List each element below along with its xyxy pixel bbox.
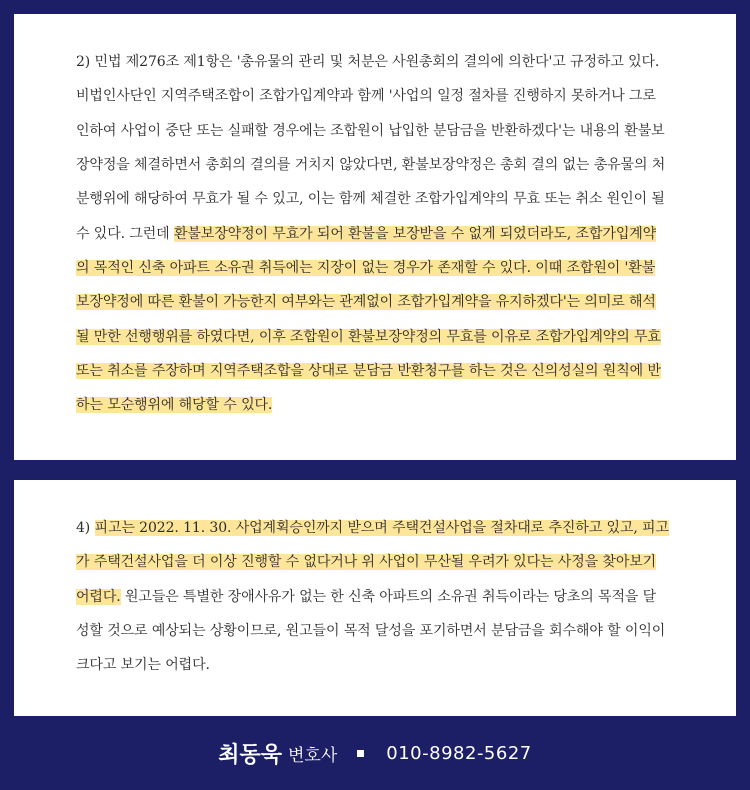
highlighted-text: 될 만한 선행행위를 하였다면, 이후 조합원이 환불보장약정의 무효를 이유로 조합가입계약의 무효 (76, 328, 661, 345)
document-card-paragraph-2 (14, 14, 736, 460)
text-segment: 인하여 사업이 중단 또는 실패할 경우에는 조합원이 납입한 분담금을 반환하겠다'는 내용의 환불보 (76, 122, 665, 139)
text-segment: 비법인사단인 지역주택조합이 조합가입계약과 함께 '사업의 일정 절차를 진행하지 못하거나 그로 (76, 88, 656, 105)
text-segment: 크다고 보기는 어렵다. (76, 657, 210, 674)
highlighted-text: 어렵다. (76, 588, 121, 605)
phone-number[interactable]: 010-8982-5627 (386, 742, 532, 764)
text-segment: 원고들은 특별한 장애사유가 없는 한 신축 아파트의 소유권 취득이라는 당초의 목적을 달 (120, 588, 657, 605)
highlighted-text: 보장약정에 따른 환불이 가능한지 여부와는 관계없이 조합가입계약을 유지하겠다'는 의미로 해석 (76, 294, 656, 311)
text-segment: 성할 것으로 예상되는 상황이므로, 원고들이 목적 달성을 포기하면서 분담금을 회수해야 할 이익이 (76, 623, 666, 640)
text-line (76, 148, 678, 182)
footer-contact-bar (0, 716, 750, 790)
text-line (76, 545, 678, 579)
text-line (76, 114, 678, 148)
text-segment: 수 있다. 그런데 (76, 225, 174, 242)
text-line (76, 648, 678, 682)
highlighted-text: 환불보장약정이 무효가 되어 환불을 보장받을 수 없게 되었더라도, 조합가입계약 (173, 225, 657, 242)
square-bullet-icon (357, 750, 364, 757)
text-line (76, 580, 678, 614)
text-line (76, 217, 678, 251)
highlighted-text: 하는 모순행위에 해당할 수 있다. (76, 397, 273, 414)
highlighted-text: 가 주택건설사업을 더 이상 진행할 수 없다거나 위 사업이 무산될 우려가 있다는 사정을 찾아보기 (76, 554, 657, 571)
text-line (76, 285, 678, 319)
lawyer-title: 변호사 (288, 745, 338, 766)
text-segment: 2) 민법 제276조 제1항은 '총유물의 관리 및 처분은 사원총회의 결의에 의한다'고 규정하고 있다. (76, 54, 660, 70)
text-line (76, 251, 678, 285)
text-segment: 4) (76, 520, 95, 536)
highlighted-text: 피고는 2022. 11. 30. 사업계획승인까지 받으며 주택건설사업을 절차대로 추진하고 있고, 피고 (94, 520, 669, 536)
lawyer-name: 최동욱 (218, 742, 282, 768)
highlighted-text: 또는 취소를 주장하며 지역주택조합을 상대로 분담금 반환청구를 하는 것은 신의성실의 원칙에 반 (76, 363, 661, 380)
text-line (76, 79, 678, 113)
text-line (76, 614, 678, 648)
text-line (76, 45, 678, 79)
text-segment: 장약정을 체결하면서 총회의 결의를 거치지 않았다면, 환불보장약정은 총회 결의 없는 총유물의 처 (76, 157, 666, 174)
highlighted-text: 의 목적인 신축 아파트 소유권 취득에는 지장이 없는 경우가 존재할 수 있다. 이때 조합원이 '환불 (76, 260, 656, 277)
text-segment: 분행위에 해당하여 무효가 될 수 있고, 이는 함께 체결한 조합가입계약의 무효 또는 취소 원인이 될 (76, 191, 665, 208)
text-line (76, 388, 678, 422)
text-line (76, 182, 678, 216)
text-line (76, 511, 678, 545)
document-card-paragraph-4 (14, 480, 736, 716)
text-line (76, 320, 678, 354)
text-line (76, 354, 678, 388)
